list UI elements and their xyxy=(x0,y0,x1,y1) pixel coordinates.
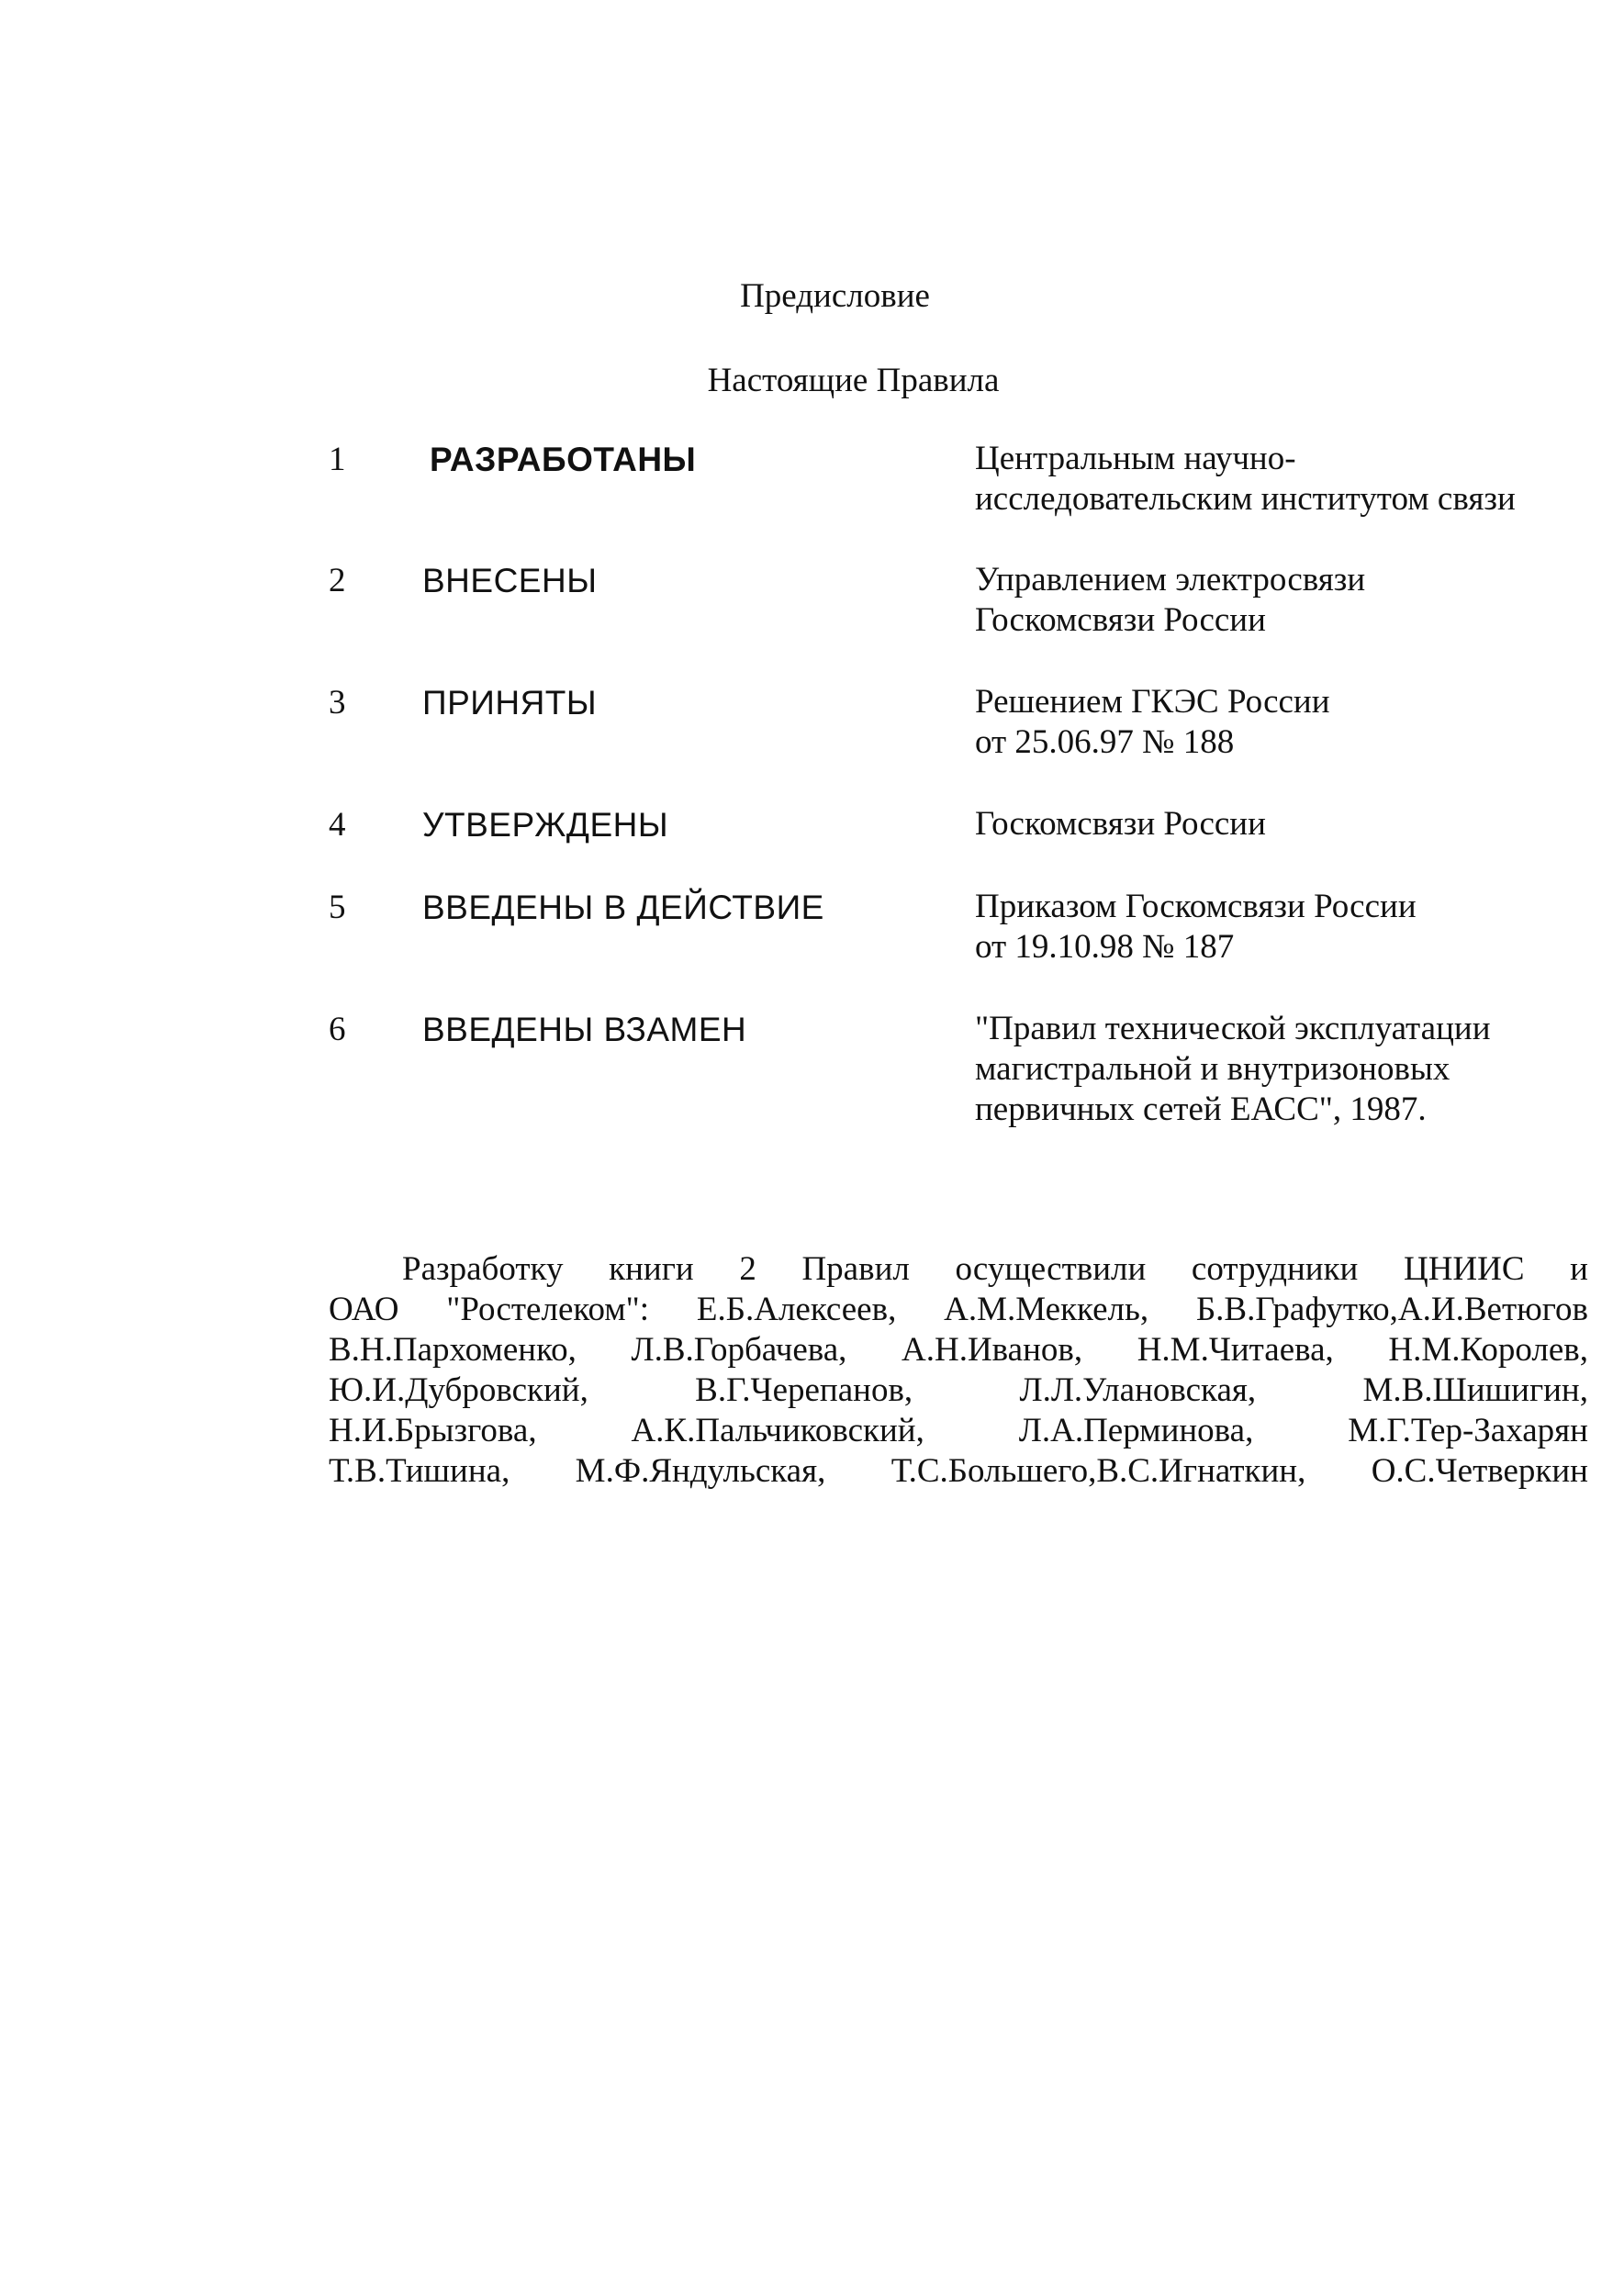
item-label: ВВЕДЕНЫ В ДЕЙСТВИЕ xyxy=(422,889,824,926)
item-value-line: "Правил технической эксплуатации xyxy=(975,1010,1491,1047)
item-value xyxy=(975,804,1266,845)
credits-line: Разработку книги 2 Правил осуществили сотрудники ЦНИИС и xyxy=(402,1250,1588,1288)
item-value xyxy=(975,887,1417,968)
item-value-line: первичных сетей ЕАСС", 1987. xyxy=(975,1091,1427,1128)
item-value-line: от 19.10.98 № 187 xyxy=(975,928,1235,966)
item-value-line: Приказом Госкомсвязи России xyxy=(975,888,1417,925)
item-number: 6 xyxy=(329,1011,346,1048)
list-item xyxy=(0,887,1624,988)
item-value-line: Управлением электросвязи xyxy=(975,561,1366,598)
item-number: 1 xyxy=(329,441,346,478)
item-value xyxy=(975,560,1365,641)
list-item xyxy=(0,560,1624,661)
credits-line: ОАО "Ростелеком": Е.Б.Алексеев, А.М.Меккель, Б.В.Графутко,А.И.Ветюгов xyxy=(329,1291,1588,1328)
intro-heading: Настоящие Правила xyxy=(707,362,1000,399)
item-number: 4 xyxy=(329,806,346,844)
item-label: УТВЕРЖДЕНЫ xyxy=(422,806,669,844)
credits-line: В.Н.Пархоменко, Л.В.Горбачева, А.Н.Иванов, Н.М.Читаева, Н.М.Королев, xyxy=(329,1331,1588,1369)
item-value xyxy=(975,682,1330,763)
item-label: ПРИНЯТЫ xyxy=(422,684,598,722)
credits-line: Ю.И.Дубровский, В.Г.Черепанов, Л.Л.Улановская, М.В.Шишигин, xyxy=(329,1371,1588,1409)
item-value-line: Госкомсвязи России xyxy=(975,805,1266,843)
page-title: Предисловие xyxy=(740,277,930,315)
item-value-line: магистральной и внутризоновых xyxy=(975,1050,1450,1088)
item-number: 3 xyxy=(329,684,346,722)
item-value xyxy=(975,1009,1491,1130)
item-value-line: Центральным научно- xyxy=(975,440,1296,477)
item-value-line: Решением ГКЭС России xyxy=(975,683,1330,721)
credits-paragraph xyxy=(329,1249,1588,1492)
item-value-line: от 25.06.97 № 188 xyxy=(975,723,1235,761)
credits-line: Т.В.Тишина, М.Ф.Яндульская, Т.С.Большего,В.С.Игнаткин, О.С.Четверкин xyxy=(329,1452,1588,1490)
item-label: ВВЕДЕНЫ ВЗАМЕН xyxy=(422,1011,747,1048)
item-number: 2 xyxy=(329,562,346,599)
list-item xyxy=(0,1009,1624,1147)
item-value-line: Госкомсвязи России xyxy=(975,601,1266,639)
item-label: ВНЕСЕНЫ xyxy=(422,562,598,599)
item-value xyxy=(975,439,1516,520)
item-label: РАЗРАБОТАНЫ xyxy=(430,441,697,478)
list-item xyxy=(0,682,1624,783)
item-value-line: исследовательским институтом связи xyxy=(975,480,1516,518)
credits-line: Н.И.Брызгова, А.К.Пальчиковский, Л.А.Перминова, М.Г.Тер-Захарян xyxy=(329,1412,1588,1449)
item-number: 5 xyxy=(329,889,346,926)
list-item xyxy=(0,439,1624,540)
